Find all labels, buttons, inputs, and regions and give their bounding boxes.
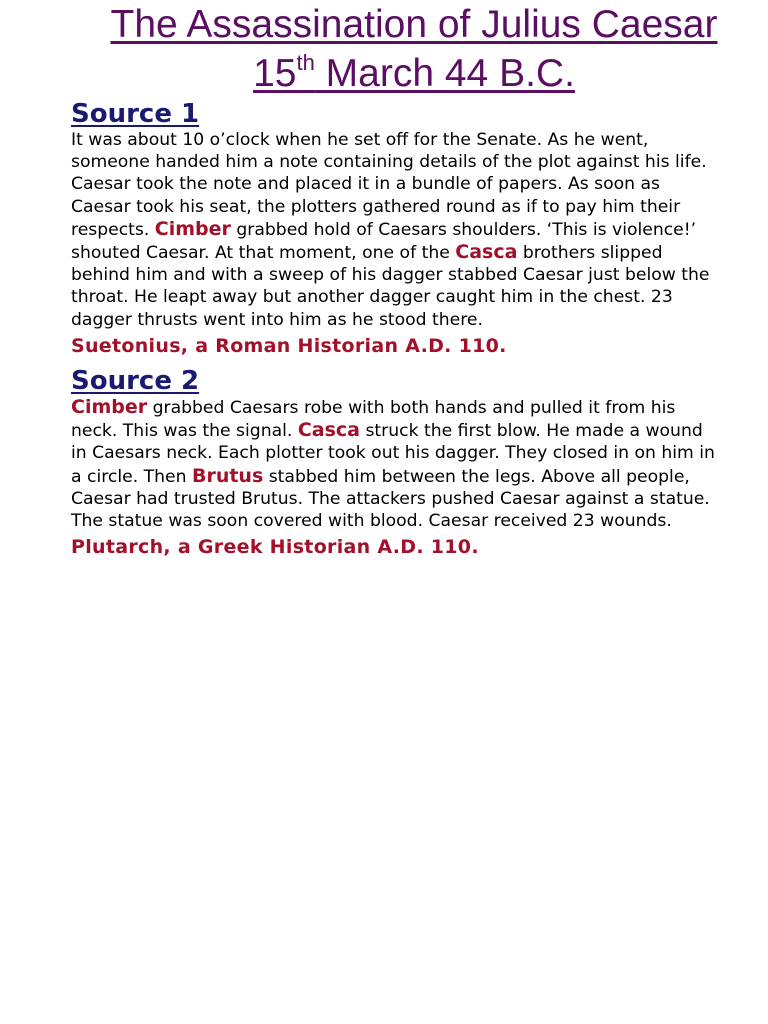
source-1-heading: Source 1 — [71, 99, 200, 129]
source-1-text-part-2: grabbed hold of Caesars shoulders. ‘This is violence!’ shouted Caesar. At that moment, one of the — [71, 219, 697, 264]
source-1-section — [71, 99, 719, 359]
source-2-text — [71, 396, 719, 532]
title-ordinal: th — [296, 50, 315, 75]
source-2-name-brutus: Brutus — [191, 464, 264, 487]
source-2-section — [71, 366, 719, 560]
source-2-text-part-3: stabbed him between the legs. Above all people, Caesar had trusted Brutus. The attackers pushed Caesar against a statue. The statue was soon covered with blood. Caesar received 23 wounds. — [71, 466, 710, 532]
source-1-attribution: Suetonius, a Roman Historian A.D. 110. — [71, 334, 507, 357]
source-1-name-casca: Casca — [455, 241, 518, 264]
source-1-text — [71, 129, 719, 331]
source-2-text-part-1: grabbed Caesars robe with both hands and pulled it from his neck. This was the signal. — [71, 398, 676, 442]
source-1-name-cimber: Cimber — [154, 217, 231, 240]
source-1-text-part-3: brothers slipped behind him and with a sweep of his dagger stabbed Caesar just below the throat. He leapt away but another dagger caught him in the chest. 23 dagger thrusts went into him as he stood there. — [71, 243, 710, 330]
source-2-heading: Source 2 — [71, 366, 200, 396]
title-line-1: The Assassination of Julius Caesar — [110, 3, 718, 46]
source-2-attribution: Plutarch, a Greek Historian A.D. 110. — [71, 536, 479, 559]
title-line-2 — [60, 49, 768, 98]
source-2-name-cimber: Cimber — [71, 396, 148, 418]
source-2-text-part-2: struck the first blow. He made a wound in Caesars neck. Each plotter took out his dagger. They closed in on him in a circle. Then — [71, 421, 715, 487]
title-date-rest: March 44 B.C. — [314, 52, 575, 95]
source-2-name-casca: Casca — [297, 419, 360, 442]
document-title — [60, 0, 768, 98]
title-day: 15 — [253, 52, 297, 95]
source-1-text-part-1: It was about 10 o’clock when he set off for the Senate. As he went, someone handed him a note containing details of the plot against his life. Caesar took the note and placed it in a bundle of papers. As soon as Caesar took his seat, the plotters gathered round as if to pay him their respects. — [71, 130, 707, 240]
